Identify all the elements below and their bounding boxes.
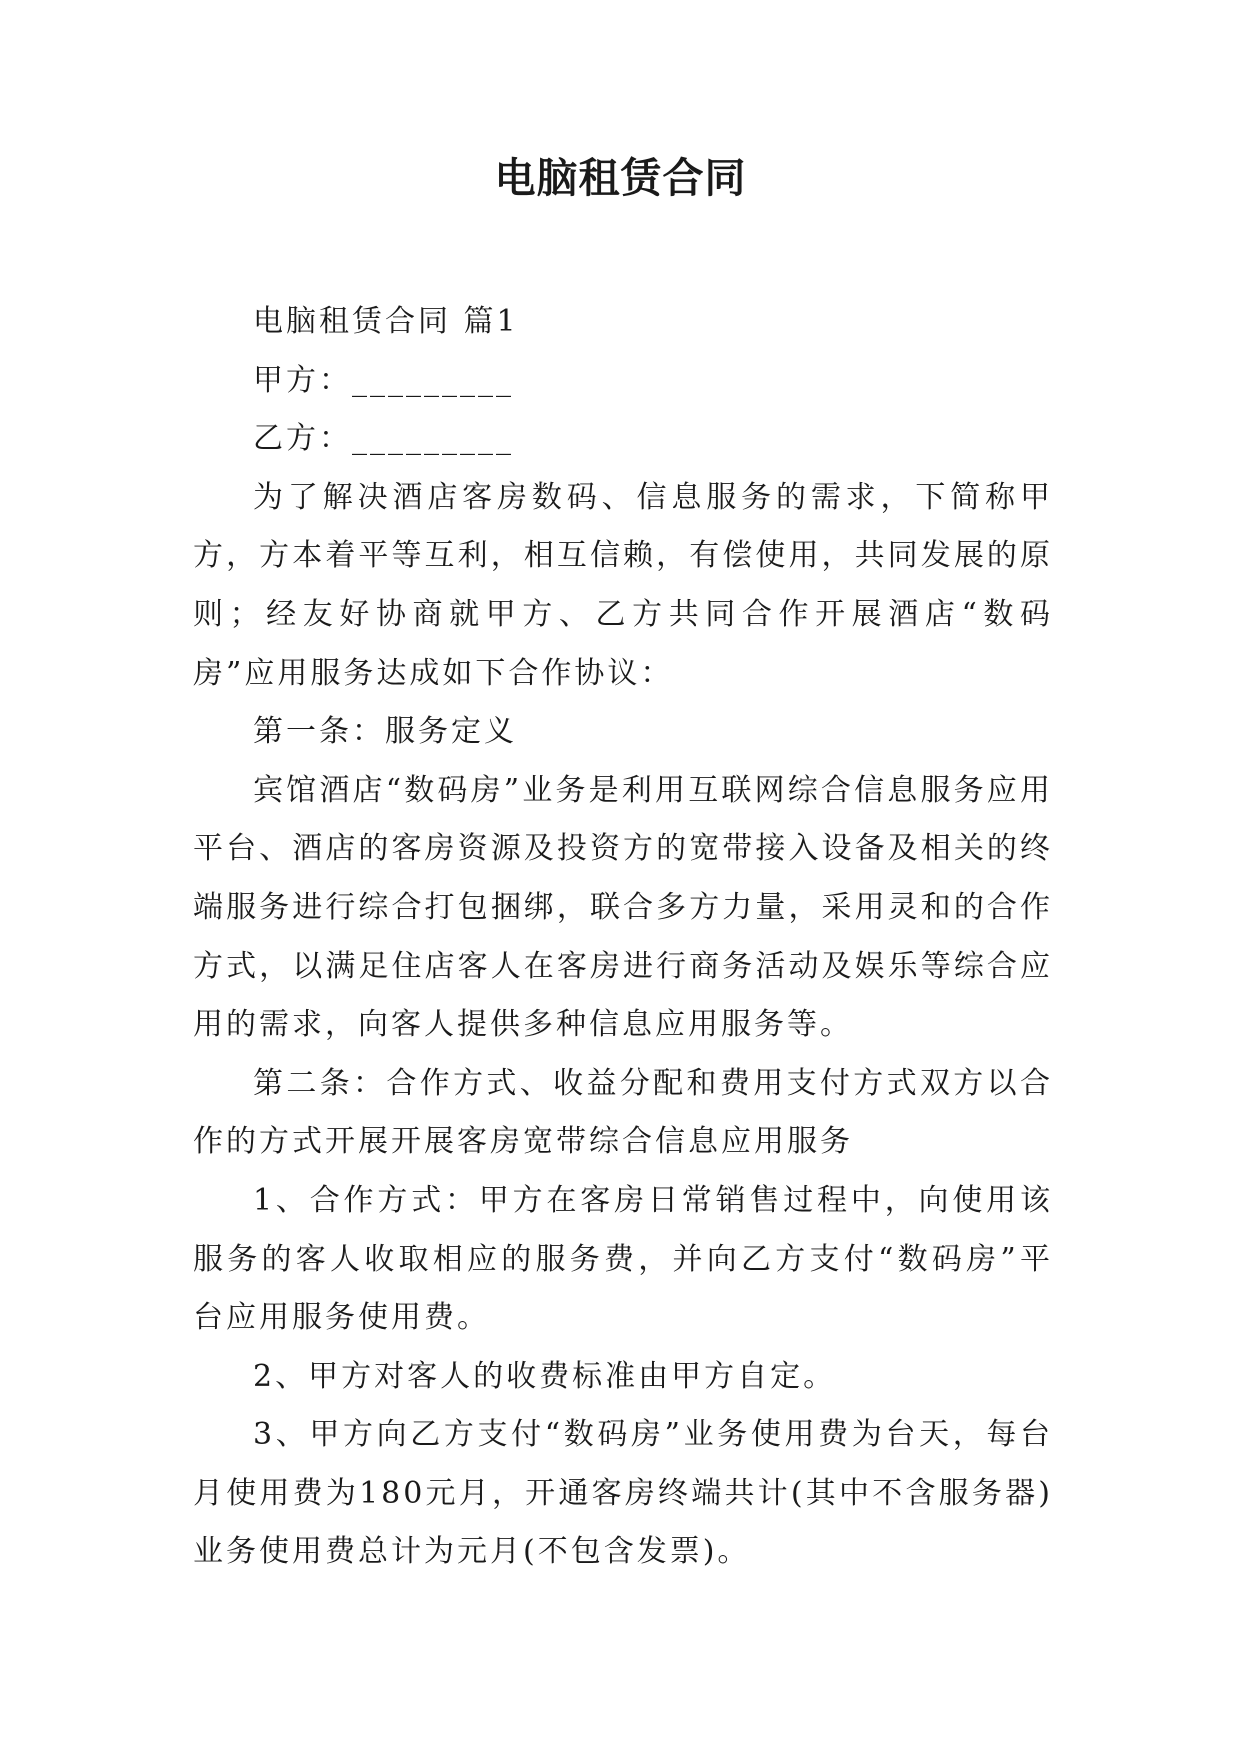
article-1-heading: 第一条：服务定义 bbox=[253, 714, 517, 750]
article-1-paragraph: 宾馆酒店“数码房”业务是利用互联网综合信息服务应用平台、酒店的客房资源及投资方的宽带接入设备及相关的终端服务进行综合打包捆绑，联合多方力量，采用灵和的合作方式，以满足住店客人在客房进行商务活动及娱乐等综合应用的需求，向客人提供多种信息应用服务等。 bbox=[193, 772, 1053, 1043]
party-a-line: 甲方：_________ bbox=[253, 362, 514, 398]
preamble-paragraph: 为了解决酒店客房数码、信息服务的需求，下简称甲方，方本着平等互利，相互信赖，有偿使用，共同发展的原则；经友好协商就甲方、乙方共同合作开展酒店“数码房”应用服务达成如下合作协议： bbox=[193, 479, 1053, 691]
party-b-line: 乙方：_________ bbox=[253, 421, 514, 457]
clause-3-paragraph: 3、甲方向乙方支付“数码房”业务使用费为台天，每台月使用费为180元月，开通客房终端共计(其中不含服务器)业务使用费总计为元月(不包含发票)。 bbox=[193, 1417, 1053, 1570]
document-body bbox=[193, 293, 1053, 1582]
document-title: 电脑租赁合同 bbox=[494, 154, 747, 202]
article-2-heading: 第二条：合作方式、收益分配和费用支付方式双方以合作的方式开展开展客房宽带综合信息应用服务 bbox=[193, 1065, 1053, 1160]
clause-1-paragraph: 1、合作方式：甲方在客房日常销售过程中，向使用该服务的客人收取相应的服务费，并向乙方支付“数码房”平台应用服务使用费。 bbox=[193, 1182, 1053, 1336]
section-heading: 电脑租赁合同 篇1 bbox=[253, 304, 519, 339]
clause-2-paragraph: 2、甲方对客人的收费标准由甲方自定。 bbox=[253, 1358, 837, 1394]
